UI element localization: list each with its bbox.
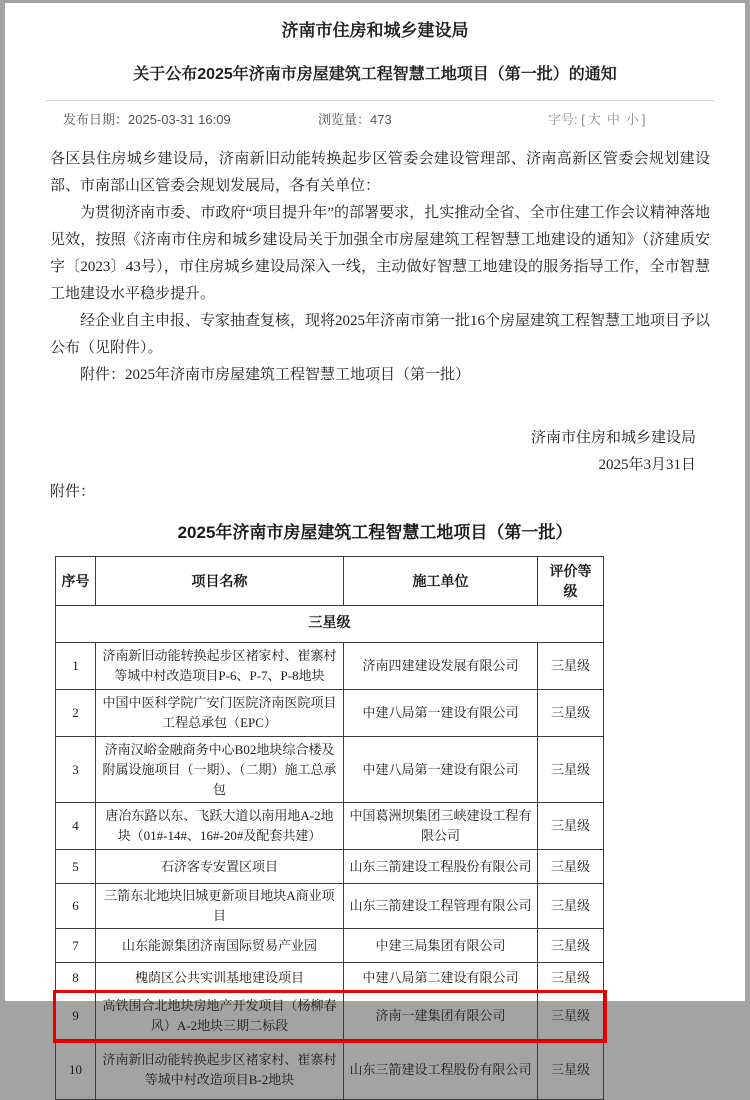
table-row — [56, 884, 604, 929]
cell-contractor: 中国葛洲坝集团三峡建设工程有限公司 — [344, 803, 538, 850]
view-count-label: 浏览量： — [318, 112, 371, 127]
cell-contractor: 中建三局集团有限公司 — [344, 929, 538, 963]
cell-seq: 4 — [56, 803, 96, 850]
cell-contractor: 中建八局第一建设有限公司 — [344, 690, 538, 737]
cell-rating: 三星级 — [538, 737, 604, 803]
font-size-control — [548, 109, 715, 128]
table-row — [56, 643, 604, 690]
cell-project-name: 济南汉峪金融商务中心B02地块综合楼及附属设施项目（一期）、（二期）施工总承包 — [96, 737, 344, 803]
cell-rating: 三星级 — [538, 993, 604, 1040]
cell-rating: 三星级 — [538, 1040, 604, 1100]
cell-project-name: 槐荫区公共实训基地建设项目 — [96, 963, 344, 993]
view-count-value: 473 — [370, 112, 392, 127]
cell-project-name: 中国中医科学院广安门医院济南医院项目工程总承包（EPC） — [96, 690, 344, 737]
cell-contractor: 山东三箭建设工程股份有限公司 — [344, 1040, 538, 1100]
table-row — [56, 963, 604, 993]
paragraph-announcement: 经企业自主申报、专家抽查复核，现将2025年济南市第一批16个房屋建筑工程智慧工地项目予以公布（见附件）。 — [50, 313, 711, 356]
cell-project-name: 济南新旧动能转换起步区褚家村、崔寨村等城中村改造项目B-2地块 — [96, 1040, 344, 1100]
page-title: 济南市住房和城乡建设局 — [281, 21, 469, 40]
column-header-contractor: 施工单位 — [344, 557, 538, 606]
column-header-seq: 序号 — [56, 557, 96, 606]
projects-table — [55, 556, 604, 1100]
table-row — [56, 737, 604, 803]
font-size-large-button[interactable]: 大 — [587, 112, 601, 127]
column-header-project-name: 项目名称 — [96, 557, 344, 606]
cell-project-name: 高铁围合北地块房地产开发项目（杨柳春风）A-2地块三期二标段 — [96, 993, 344, 1040]
attachment-label: 附件： — [50, 484, 96, 500]
cell-rating: 三星级 — [538, 803, 604, 850]
cell-seq: 5 — [56, 850, 96, 884]
cell-seq: 10 — [56, 1040, 96, 1100]
cell-seq: 8 — [56, 963, 96, 993]
publish-date — [45, 109, 318, 128]
publish-date-value: 2025-03-31 16:09 — [128, 112, 231, 127]
cell-seq: 1 — [56, 643, 96, 690]
cell-contractor: 中建八局第一建设有限公司 — [344, 737, 538, 803]
cell-seq: 9 — [56, 993, 96, 1040]
font-size-medium-button[interactable]: 中 — [606, 112, 620, 127]
column-header-rating: 评价等级 — [538, 557, 604, 606]
attachment-reference: 附件：2025年济南市房屋建筑工程智慧工地项目（第一批） — [80, 367, 471, 383]
sign-date: 2025年3月31日 — [598, 457, 696, 473]
signature-block — [50, 425, 710, 479]
section-row-three-star — [56, 606, 604, 643]
cell-rating: 三星级 — [538, 643, 604, 690]
cell-seq: 7 — [56, 929, 96, 963]
cell-rating: 三星级 — [538, 929, 604, 963]
cell-contractor: 山东三箭建设工程股份有限公司 — [344, 850, 538, 884]
table-row — [56, 850, 604, 884]
cell-project-name: 山东能源集团济南国际贸易产业园 — [96, 929, 344, 963]
paragraph-recipients: 各区县住房城乡建设局，济南新旧动能转换起步区管委会建设管理部、济南高新区管委会规划建设部、市南部山区管委会规划发展局，各有关单位： — [50, 151, 710, 194]
attachment-table-title: 2025年济南市房屋建筑工程智慧工地项目（第一批） — [177, 523, 573, 542]
meta-bar — [45, 100, 715, 132]
table-row — [56, 1040, 604, 1100]
table-row — [56, 993, 604, 1040]
cell-seq: 3 — [56, 737, 96, 803]
cell-project-name: 石济客专安置区项目 — [96, 850, 344, 884]
table-header-row — [56, 557, 604, 606]
cell-contractor: 山东三箭建设工程管理有限公司 — [344, 884, 538, 929]
table-row — [56, 690, 604, 737]
cell-rating: 三星级 — [538, 884, 604, 929]
font-size-bracket: ] — [641, 112, 646, 127]
section-label: 三星级 — [56, 606, 604, 643]
table-row — [56, 929, 604, 963]
cell-contractor: 中建八局第二建设有限公司 — [344, 963, 538, 993]
cell-rating: 三星级 — [538, 963, 604, 993]
view-count — [318, 109, 548, 128]
notice-title: 关于公布2025年济南市房屋建筑工程智慧工地项目（第一批）的通知 — [133, 66, 617, 83]
cell-contractor: 济南一建集团有限公司 — [344, 993, 538, 1040]
cell-seq: 2 — [56, 690, 96, 737]
publish-date-label: 发布日期： — [63, 112, 129, 127]
cell-rating: 三星级 — [538, 850, 604, 884]
font-size-label: 字号: [ — [548, 112, 585, 127]
document-page — [5, 3, 745, 1087]
cell-rating: 三星级 — [538, 690, 604, 737]
cell-project-name: 三箭东北地块旧城更新项目地块A商业项目 — [96, 884, 344, 929]
table-row — [56, 803, 604, 850]
cell-project-name: 唐冶东路以东、飞跃大道以南用地A-2地块（01#-14#、16#-20#及配套共建） — [96, 803, 344, 850]
document-body — [50, 146, 710, 506]
font-size-small-button[interactable]: 小 — [625, 112, 639, 127]
cell-seq: 6 — [56, 884, 96, 929]
signer-name: 济南市住房和城乡建设局 — [530, 430, 696, 446]
paragraph-policy: 为贯彻济南市委、市政府“项目提升年”的部署要求，扎实推动全省、全市住建工作会议精神落地见效，按照《济南市住房和城乡建设局关于加强全市房屋建筑工程智慧工地建设的通知》（济建质安字〔2023〕43号），市住房城乡建设局深入一线，主动做好智慧工地建设的服务指导工作，全市智慧工地建设水平稳步提升。 — [50, 205, 710, 302]
cell-contractor: 济南四建建设发展有限公司 — [344, 643, 538, 690]
cell-project-name: 济南新旧动能转换起步区褚家村、崔寨村等城中村改造项目P-6、P-7、P-8地块 — [96, 643, 344, 690]
